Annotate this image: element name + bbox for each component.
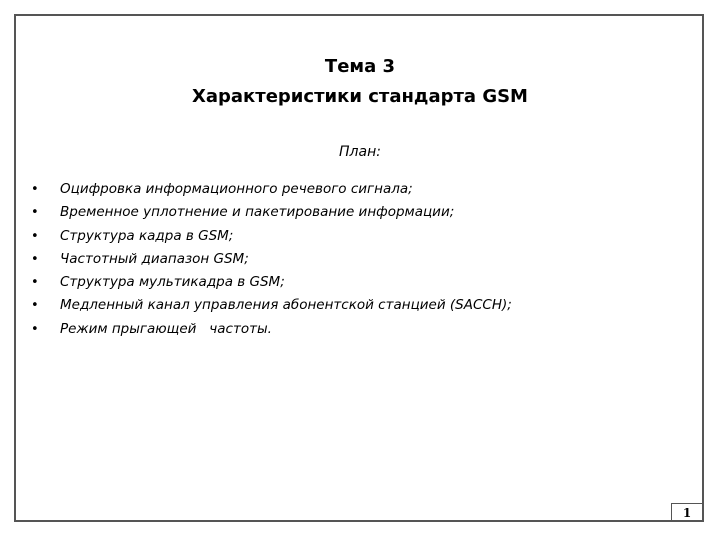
plan-label: План: xyxy=(339,144,381,160)
list-item xyxy=(30,225,512,248)
list-item xyxy=(30,248,512,271)
list-item xyxy=(30,201,512,224)
topic-heading: Тема 3 xyxy=(324,56,396,77)
bullet-icon: • xyxy=(31,275,39,291)
bullet-icon: • xyxy=(31,298,39,314)
slide-title: Характеристики стандарта GSM xyxy=(192,86,528,107)
page-number: 1 xyxy=(671,503,702,522)
list-item-text: Временное уплотнение и пакетирование информации; xyxy=(60,204,455,221)
bullet-icon: • xyxy=(31,205,39,221)
list-item xyxy=(30,318,512,341)
list-item xyxy=(30,294,512,317)
bullet-icon: • xyxy=(31,228,39,244)
list-item xyxy=(30,271,512,294)
list-item-text: Частотный диапазон GSM; xyxy=(60,250,249,267)
list-item xyxy=(30,178,512,201)
list-item-text: Структура кадра в GSM; xyxy=(60,227,234,244)
topic-list xyxy=(30,178,512,341)
list-item-text: Режим прыгающей частоты. xyxy=(60,320,272,337)
list-item-text: Медленный канал управления абонентской станцией (SACCH); xyxy=(60,297,512,314)
bullet-icon: • xyxy=(31,251,39,267)
list-item-text: Структура мультикадра в GSM; xyxy=(60,274,285,291)
bullet-icon: • xyxy=(31,182,39,197)
bullet-icon: • xyxy=(31,321,39,337)
list-item-text: Оцифровка информационного речевого сигнала; xyxy=(60,181,413,197)
slide-title-block xyxy=(0,52,720,112)
